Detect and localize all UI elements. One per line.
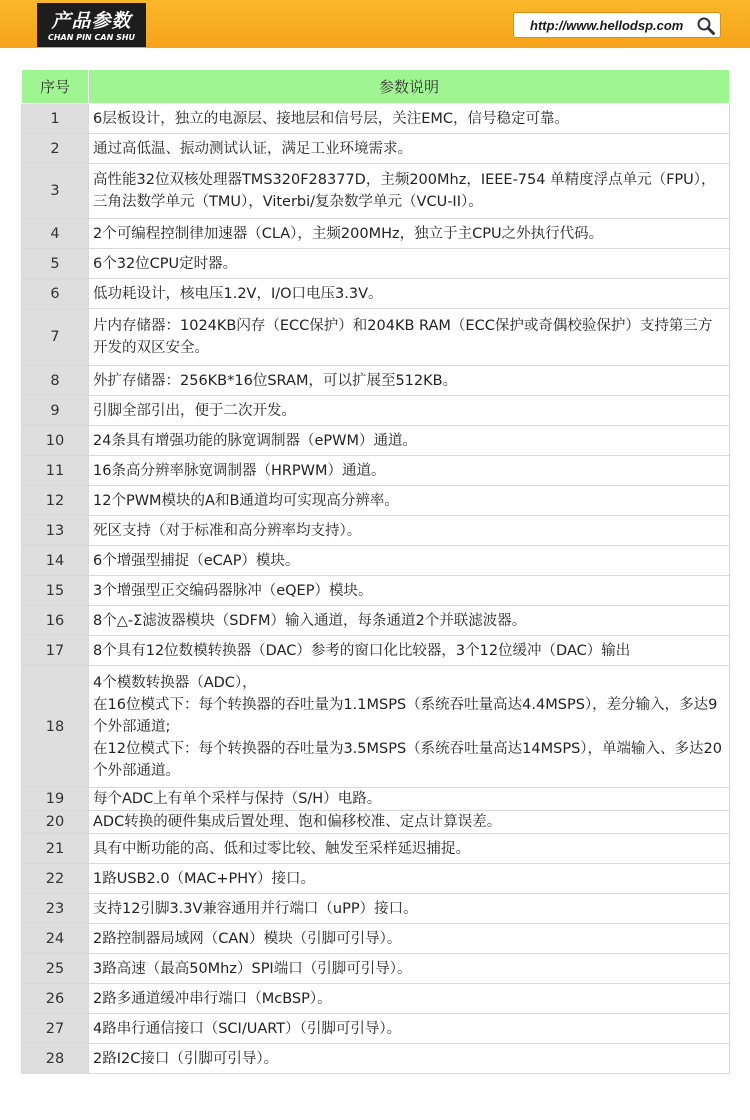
- row-index: 2: [22, 134, 89, 164]
- row-description: [89, 666, 730, 788]
- row-index: 19: [22, 788, 89, 811]
- table-row: [22, 249, 730, 279]
- table-row: [22, 576, 730, 606]
- row-index: 10: [22, 426, 89, 456]
- row-description: 4路串行通信接口（SCI/UART）（引脚可引导）。: [89, 1014, 730, 1044]
- row-description: 死区支持（对于标准和高分辨率均支持）。: [89, 516, 730, 546]
- table-header-row: [22, 70, 730, 104]
- row-description: 8个具有12位数模转换器（DAC）参考的窗口化比较器，3个12位缓冲（DAC）输出: [89, 636, 730, 666]
- row-index: 22: [22, 864, 89, 894]
- row-index: 16: [22, 606, 89, 636]
- table-row: [22, 1044, 730, 1074]
- row-index: 17: [22, 636, 89, 666]
- table-row: [22, 894, 730, 924]
- row-description: 2路控制器局域网（CAN）模块（引脚可引导）。: [89, 924, 730, 954]
- row-description: 24条具有增强功能的脉宽调制器（ePWM）通道。: [89, 426, 730, 456]
- table-row: [22, 811, 730, 834]
- row-index: 25: [22, 954, 89, 984]
- table-row: [22, 426, 730, 456]
- row-index: 23: [22, 894, 89, 924]
- row-index: 26: [22, 984, 89, 1014]
- row-index: 6: [22, 279, 89, 309]
- row-index: 7: [22, 309, 89, 366]
- table-row: [22, 456, 730, 486]
- row-index: 8: [22, 366, 89, 396]
- logo-title: 产品参数: [51, 10, 132, 32]
- column-header-description: 参数说明: [89, 70, 730, 104]
- table-row: [22, 219, 730, 249]
- row-description: 具有中断功能的高、低和过零比较、触发至采样延迟捕捉。: [89, 834, 730, 864]
- row-description: 每个ADC上有单个采样与保持（S/H）电路。: [89, 788, 730, 811]
- table-row: [22, 104, 730, 134]
- row-index: 4: [22, 219, 89, 249]
- table-row: [22, 546, 730, 576]
- row-index: 20: [22, 811, 89, 834]
- row-index: 13: [22, 516, 89, 546]
- table-row: [22, 984, 730, 1014]
- table-row: [22, 636, 730, 666]
- row-index: 18: [22, 666, 89, 788]
- row-index: 3: [22, 164, 89, 219]
- row-description: 2个可编程控制律加速器（CLA），主频200MHz，独立于主CPU之外执行代码。: [89, 219, 730, 249]
- search-box[interactable]: [513, 12, 721, 38]
- row-description: 16条高分辨率脉宽调制器（HRPWM）通道。: [89, 456, 730, 486]
- table-row: [22, 864, 730, 894]
- table-row: [22, 279, 730, 309]
- row-description: 2路I2C接口（引脚可引导）。: [89, 1044, 730, 1074]
- row-index: 14: [22, 546, 89, 576]
- row-index: 24: [22, 924, 89, 954]
- table-row: [22, 666, 730, 788]
- header-bar: [0, 0, 750, 48]
- table-row: [22, 924, 730, 954]
- table-row: [22, 788, 730, 811]
- magnifier-icon[interactable]: [696, 16, 716, 36]
- table-row: [22, 606, 730, 636]
- column-header-index: 序号: [22, 70, 89, 104]
- table-row: [22, 1014, 730, 1044]
- row-description: 6个32位CPU定时器。: [89, 249, 730, 279]
- row-index: 12: [22, 486, 89, 516]
- row-description: 6个增强型捕捉（eCAP）模块。: [89, 546, 730, 576]
- parameter-table: [21, 69, 729, 1074]
- row-index: 11: [22, 456, 89, 486]
- row-description: 引脚全部引出，便于二次开发。: [89, 396, 730, 426]
- row-description: 片内存储器：1024KB闪存（ECC保护）和204KB RAM（ECC保护或奇偶校验保护）支持第三方开发的双区安全。: [89, 309, 730, 366]
- row-index: 21: [22, 834, 89, 864]
- table-row: [22, 134, 730, 164]
- row-index: 28: [22, 1044, 89, 1074]
- row-index: 5: [22, 249, 89, 279]
- logo-subtitle: CHAN PIN CAN SHU: [47, 33, 136, 42]
- row-description: 12个PWM模块的A和B通道均可实现高分辨率。: [89, 486, 730, 516]
- table-row: [22, 834, 730, 864]
- row-description: 1路USB2.0（MAC+PHY）接口。: [89, 864, 730, 894]
- logo: [37, 3, 146, 47]
- row-description: 通过高低温、振动测试认证，满足工业环境需求。: [89, 134, 730, 164]
- table-row: [22, 516, 730, 546]
- table-row: [22, 486, 730, 516]
- table-row: [22, 954, 730, 984]
- table-row: [22, 396, 730, 426]
- row-description: 高性能32位双核处理器TMS320F28377D，主频200Mhz，IEEE-754 单精度浮点单元（FPU），三角法数学单元（TMU），Viterbi/复杂数学单元（VCU-II）。: [89, 164, 730, 219]
- description-line: 4个模数转换器（ADC），: [93, 674, 257, 691]
- row-description: 2路多通道缓冲串行端口（McBSP）。: [89, 984, 730, 1014]
- description-line: 在12位模式下：每个转换器的吞吐量为3.5MSPS（系统吞吐量高达14MSPS），单端输入、多达20个外部通道。: [93, 740, 722, 779]
- row-description: 支持12引脚3.3V兼容通用并行端口（uPP）接口。: [89, 894, 730, 924]
- table-row: [22, 366, 730, 396]
- row-description: 3路高速（最高50Mhz）SPI端口（引脚可引导）。: [89, 954, 730, 984]
- table-row: [22, 164, 730, 219]
- row-description: 低功耗设计，核电压1.2V，I/O口电压3.3V。: [89, 279, 730, 309]
- row-description: ADC转换的硬件集成后置处理、饱和偏移校准、定点计算误差。: [89, 811, 730, 834]
- site-url[interactable]: http://www.hellodsp.com: [530, 18, 684, 33]
- row-index: 1: [22, 104, 89, 134]
- row-description: 3个增强型正交编码器脉冲（eQEP）模块。: [89, 576, 730, 606]
- row-description: 6层板设计，独立的电源层、接地层和信号层，关注EMC，信号稳定可靠。: [89, 104, 730, 134]
- row-description: 8个△-Σ滤波器模块（SDFM）输入通道，每条通道2个并联滤波器。: [89, 606, 730, 636]
- row-index: 15: [22, 576, 89, 606]
- row-index: 27: [22, 1014, 89, 1044]
- description-line: 在16位模式下：每个转换器的吞吐量为1.1MSPS（系统吞吐量高达4.4MSPS），差分输入，多达9个外部通道;: [93, 696, 718, 735]
- row-description: 外扩存储器：256KB*16位SRAM，可以扩展至512KB。: [89, 366, 730, 396]
- row-index: 9: [22, 396, 89, 426]
- table-row: [22, 309, 730, 366]
